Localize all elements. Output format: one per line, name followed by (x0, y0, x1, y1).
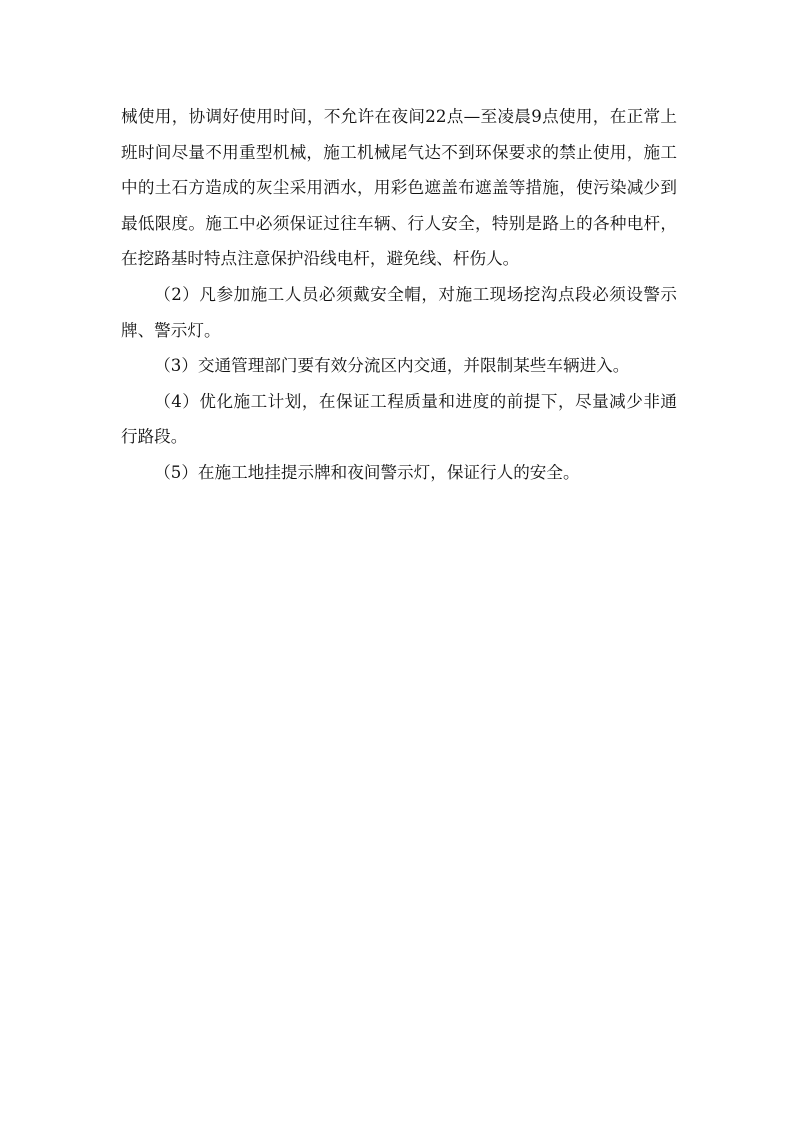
paragraph-item-4: （4）优化施工计划，在保证工程质量和进度的前提下，尽量减少非通行路段。 (121, 391, 677, 447)
paragraph-item-2: （2）凡参加施工人员必须戴安全帽，对施工现场挖沟点段必须设警示牌、警示灯。 (121, 284, 677, 340)
paragraph-continuation: 械使用，协调好使用时间，不允许在夜间22点—至凌晨9点使用，在正常上班时间尽量不用重型机械，施工机械尾气达不到环保要求的禁止使用，施工中的土石方造成的灰尘采用洒水，用彩色遮盖布遮盖等措施，使污染减少到最低限度。施工中必须保证过往车辆、行人安全，特别是路上的各种电杆，在挖路基时特点注意保护沿线电杆，避免线、杆伤人。 (121, 107, 677, 269)
document-body (121, 99, 677, 491)
paragraph-item-3: （3）交通管理部门要有效分流区内交通，并限制某些车辆进入。 (154, 356, 630, 376)
paragraph-item-5: （5）在施工地挂提示牌和夜间警示灯，保证行人的安全。 (154, 462, 580, 482)
